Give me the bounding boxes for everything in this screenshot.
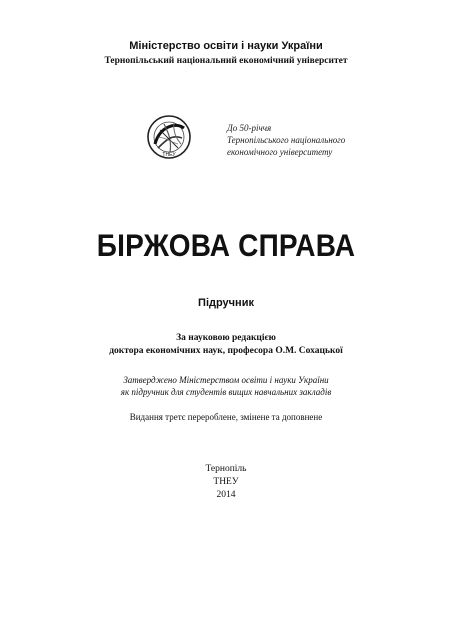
anniversary-line: Тернопільського національного	[227, 135, 346, 145]
imprint-city: Тернопіль	[205, 464, 247, 474]
university-name: Тернопільський національний економічний університет	[104, 56, 348, 66]
approval-line-1: Затверджено Міністерством освіти і науки України	[123, 375, 329, 385]
book-subtitle: Підручник	[198, 297, 254, 309]
seal-text: ТНЕУ	[162, 152, 176, 158]
seal-graphic	[146, 114, 192, 160]
imprint-publisher: ТНЕУ	[213, 477, 239, 487]
edition-note: Видання третє перероблене, змінене та доповнене	[129, 412, 323, 422]
university-seal-icon	[146, 114, 192, 160]
imprint-year: 2014	[216, 490, 236, 500]
anniversary-note	[227, 122, 377, 158]
editor-line-1: За науковою редакцією	[176, 333, 276, 343]
ministry-name: Міністерство освіти і науки України	[129, 40, 323, 52]
approval-line-2: як підручник для студентів вищих навчальних закладів	[120, 387, 332, 397]
book-title: БІРЖОВА СПРАВА	[96, 228, 356, 263]
editor-line-2: доктора економічних наук, професора О.М. Сохацької	[109, 346, 343, 356]
anniversary-line: До 50-річчя	[227, 123, 272, 133]
anniversary-line: економічного університету	[227, 147, 333, 157]
